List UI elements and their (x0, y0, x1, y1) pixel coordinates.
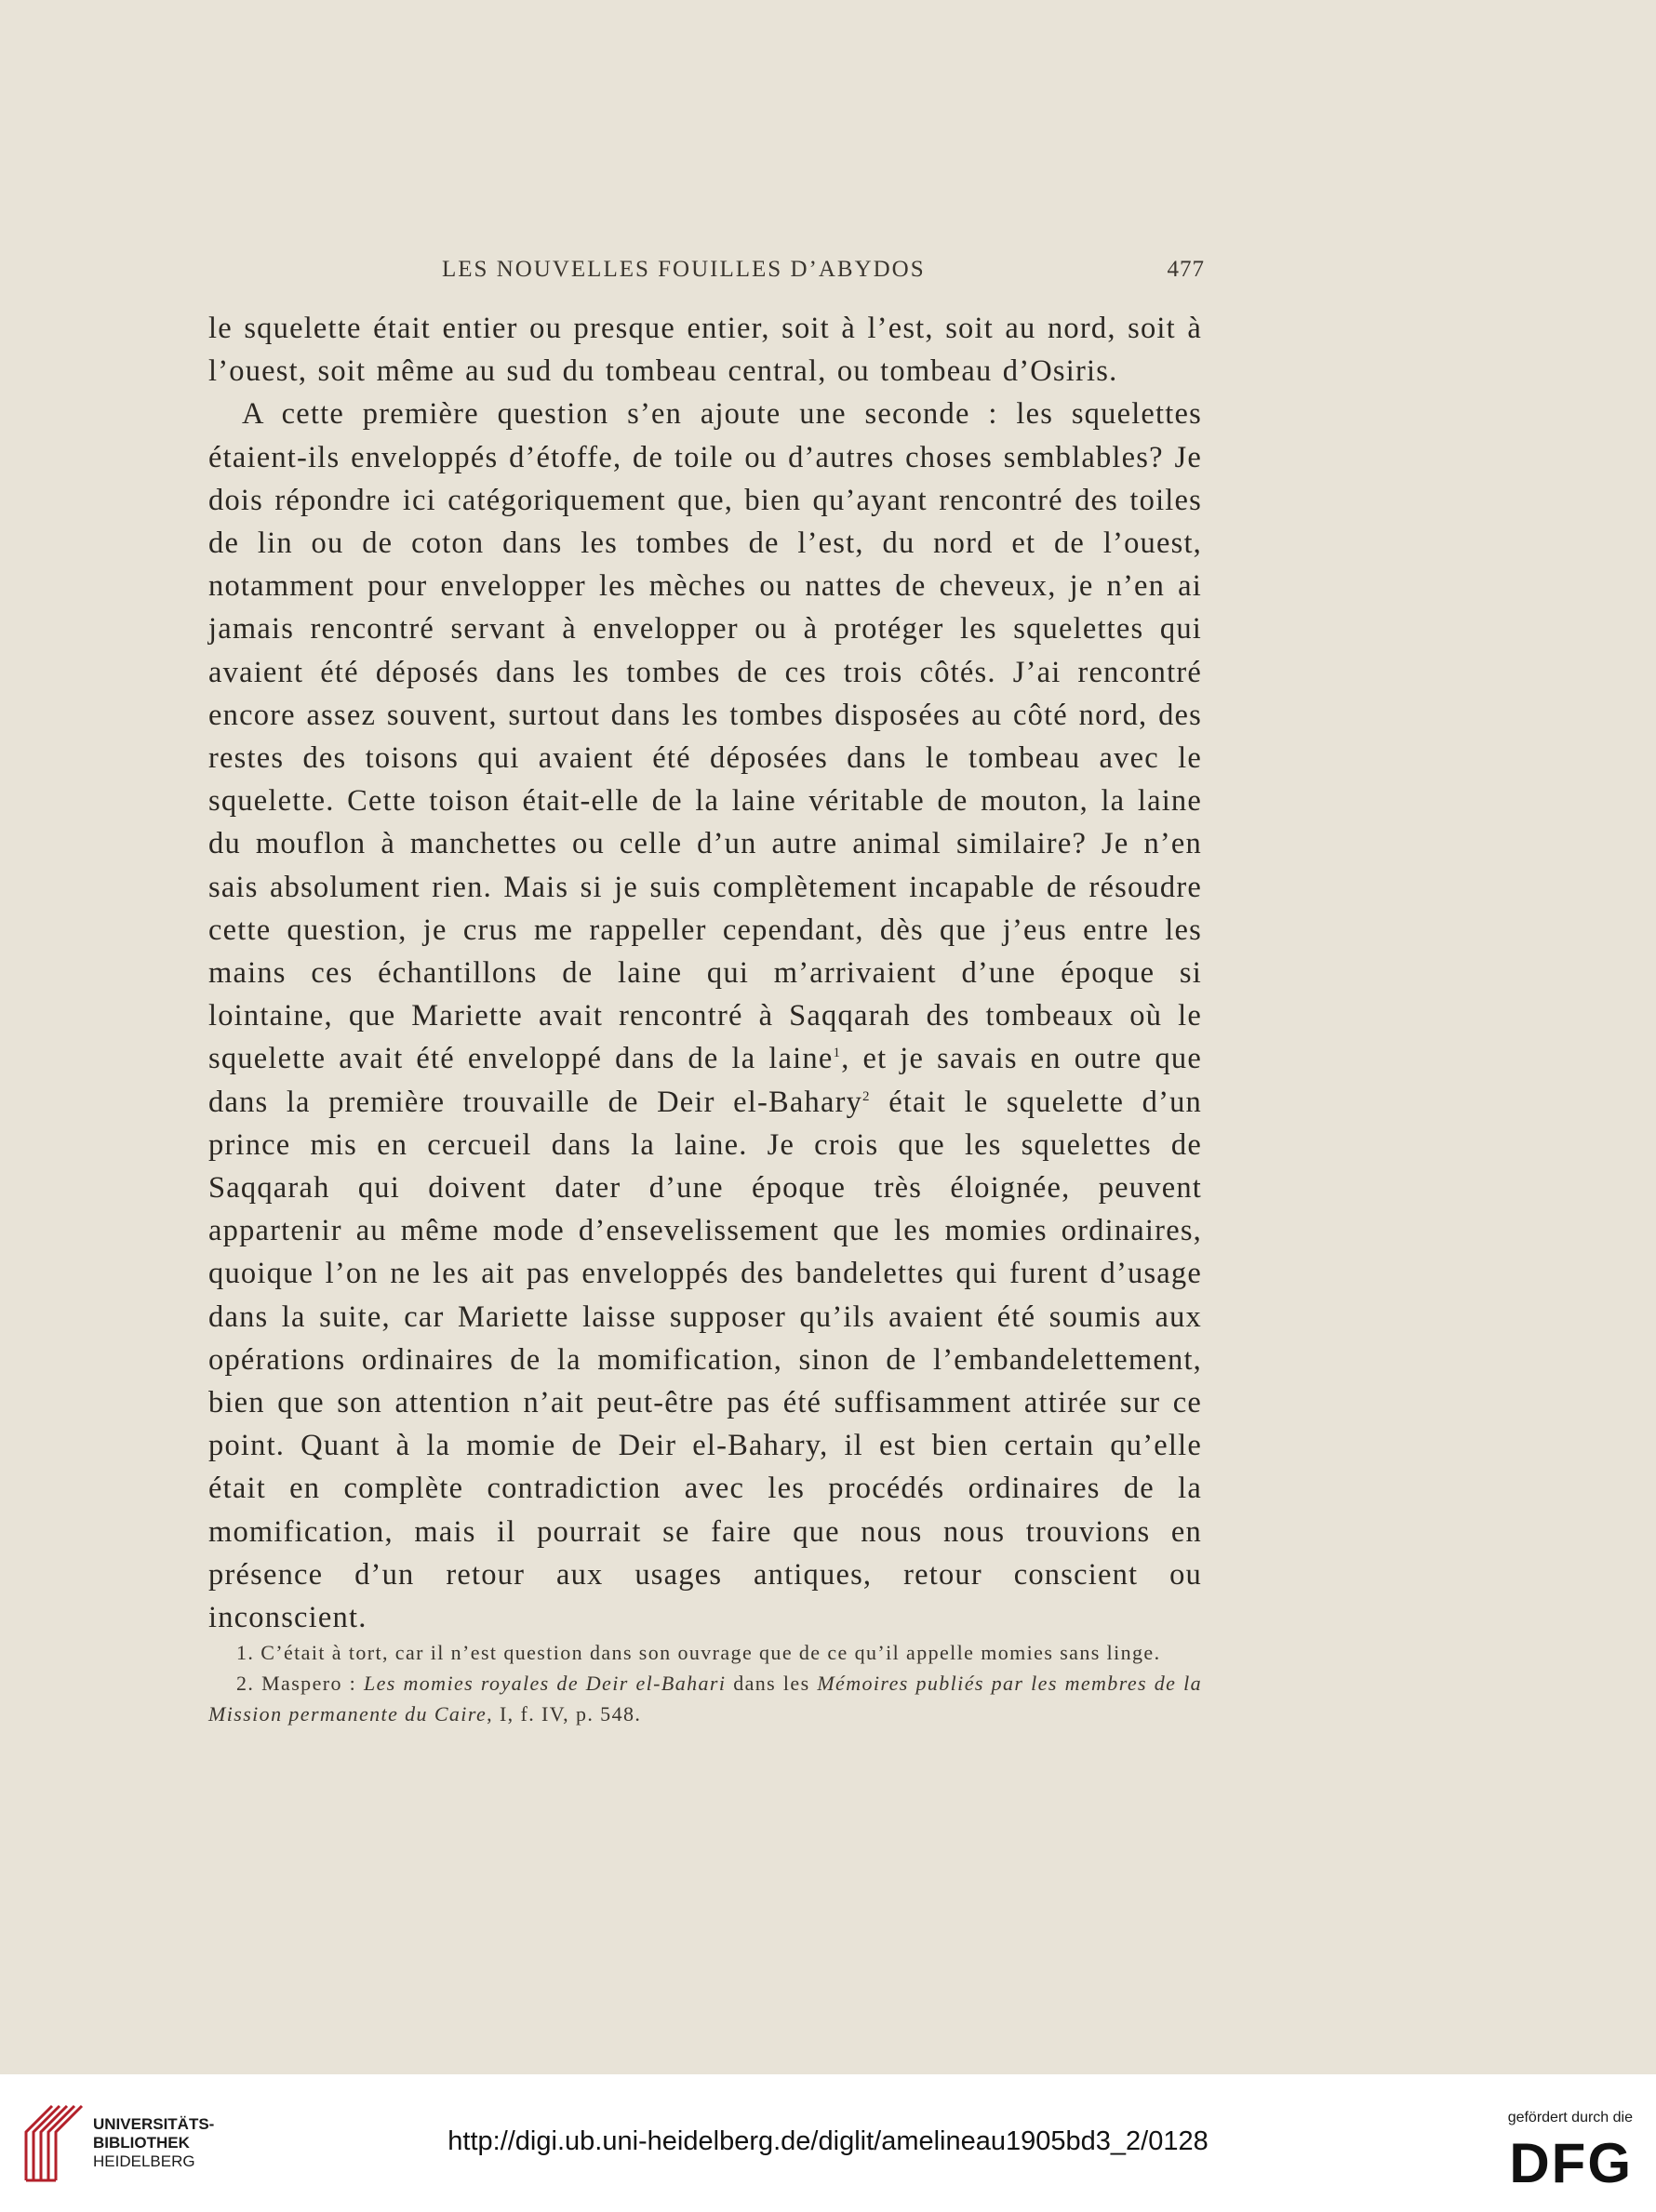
footnote-2-mid: dans les (726, 1672, 818, 1695)
footer-bar (0, 2074, 1656, 2212)
footnote-2-title-1: Les momies royales de Deir el-Bahari (363, 1672, 727, 1695)
permalink-url[interactable]: http://digi.ub.uni-heidelberg.de/diglit/amelineau1905bd3_2/0128 (447, 2126, 1209, 2156)
paragraph-1: le squelette était entier ou presque entier, soit à l’est, soit au nord, soit à l’ouest, soit même au sud du tombeau central, ou tombeau d’Osiris. (208, 312, 1202, 389)
footnote-2 (208, 1668, 1202, 1729)
library-name-line-3: HEIDELBERG (93, 2152, 195, 2170)
footnote-2-suffix: , I, f. IV, p. 548. (487, 1702, 642, 1726)
dfg-logo: DFG (1509, 2132, 1633, 2194)
paragraph-2-part-b: , et je savais en outre que dans la première trouvaille de Deir el-Bahary (208, 1042, 1202, 1119)
body-text (208, 307, 1202, 1639)
ub-heidelberg-logo-icon (17, 2102, 87, 2184)
footnote-2-title-2: Mémoires publiés par les membres de la Mission permanente du Caire (208, 1672, 1203, 1726)
paragraph-2 (208, 393, 1202, 1639)
footnote-2-prefix: 2. Maspero : (236, 1672, 364, 1695)
funded-by-text: gefördert durch die (1507, 2110, 1633, 2125)
paragraph-2-part-a: A cette première question s’en ajoute une seconde : les squelettes étaient-ils enveloppés d’étoffe, de toile ou d’autres choses semblables? Je dois répondre ici catégoriquement que, bien qu’ayant rencontré des toiles de lin ou de coton dans les tombes de l’est, du nord et de l’ouest, notamment pour envelopper les mèches ou nattes de cheveux, je n’en ai jamais rencontré servant à envelopper ou à protéger les squelettes qui avaient été déposés dans les tombes de ces trois côtés. J’ai rencontré encore assez souvent, surtout dans les tombes disposées au côté nord, des restes des toisons qui avaient été déposées dans le tombeau avec le squelette. Cette toison était-elle de la laine véritable de mouton, la laine du mouflon à manchettes ou celle d’un autre animal similaire? Je n’en sais absolument rien. Mais si je suis complètement incapable de résoudre cette question, je crus me rappeller cependant, dès que j’eus entre les mains ces échantillons de laine qui m’arrivaient d’une époque si lointaine, que Mariette avait rencontré à Saqqarah des tombeaux où le squelette avait été enveloppé dans de la laine (208, 397, 1202, 1076)
footnotes (208, 1637, 1202, 1729)
page-number: 477 (1167, 257, 1205, 282)
paragraph-2-part-c: était le squelette d’un prince mis en cercueil dans la laine. Je crois que les squelettes de Saqqarah qui doivent dater d’une époque très éloignée, peuvent appartenir au même mode d’ensevelissement que les momies ordinaires, quoique l’on ne les ait pas enveloppés des bandelettes qui furent d’usage dans la suite, car Mariette laisse supposer qu’ils avaient été soumis aux opérations ordinaires de la momification, sinon de l’embandelettement, bien que son attention n’ait peut-être pas été suffisamment attirée sur ce point. Quant à la momie de Deir el-Bahary, il est bien certain qu’elle était en complète contradiction avec les procédés ordinaires de la momification, mais il pourrait se faire que nous nous trouvions en présence d’un retour aux usages antiques, retour conscient ou inconscient. (208, 1085, 1202, 1635)
note-ref-1: 1 (833, 1046, 842, 1061)
footnote-1: 1. C’était à tort, car il n’est question dans son ouvrage que de ce qu’il appelle momies sans linge. (236, 1641, 1161, 1664)
library-name (93, 2115, 214, 2171)
library-name-line-2: BIBLIOTHEK (93, 2134, 190, 2152)
note-ref-2: 2 (862, 1088, 871, 1104)
library-name-line-1: UNIVERSITÄTS- (93, 2115, 215, 2133)
running-head-title: LES NOUVELLES FOUILLES D’ABYDOS (442, 257, 926, 282)
